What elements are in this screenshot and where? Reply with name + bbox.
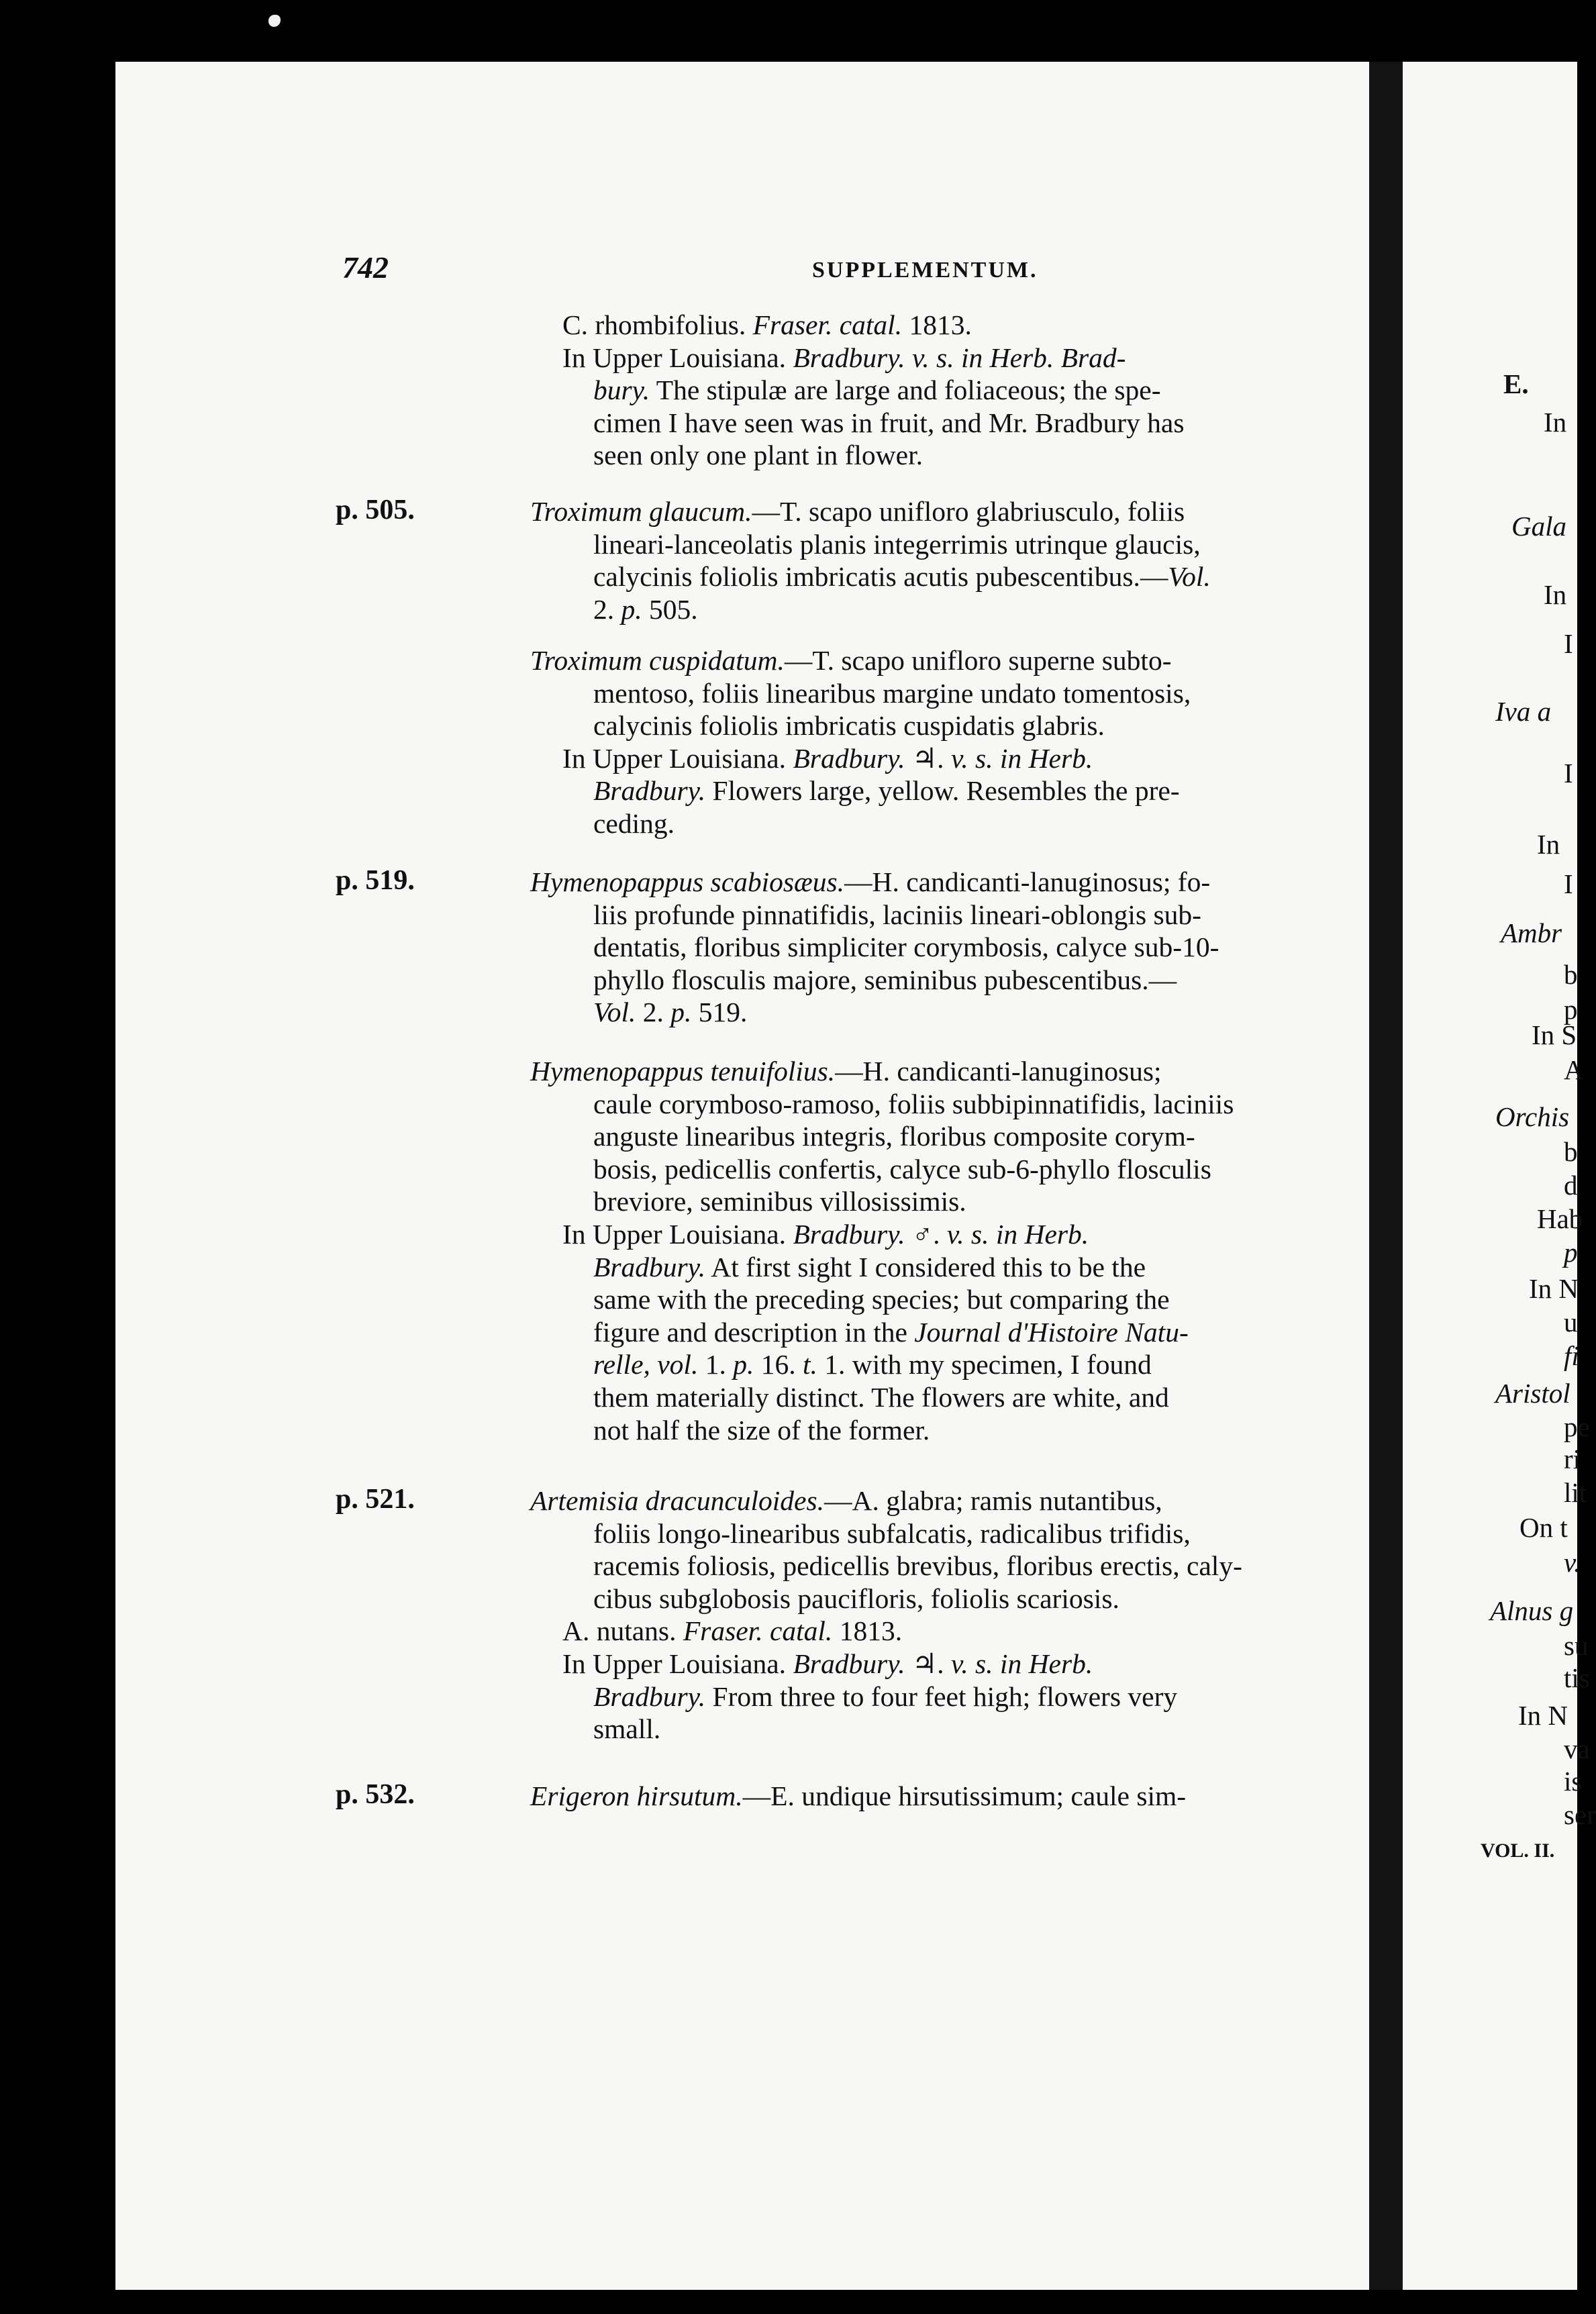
facing-page-fragment: b (1564, 1136, 1578, 1167)
facing-page-fragment: Ambr (1501, 917, 1562, 948)
text-line (593, 560, 1211, 593)
roman-run: 16. (754, 1349, 803, 1380)
facing-page-fragment: Aristol (1495, 1378, 1570, 1409)
text-line (593, 931, 1219, 963)
text-line (593, 1582, 1119, 1615)
roman-run: anguste linearibus integris, floribus composite corym- (593, 1121, 1195, 1152)
text-line (562, 1648, 1093, 1680)
roman-run: breviore, seminibus villosissimis. (593, 1186, 966, 1217)
facing-page-fragment: ri (1564, 1444, 1581, 1474)
text-line (530, 1055, 1162, 1087)
italic-run: v. s. in Herb. (950, 1648, 1093, 1679)
facing-page-fragment: VOL. II. (1481, 1840, 1555, 1862)
facing-page-fragment: In (1544, 407, 1567, 438)
italic-run: Hymenopappus tenuifolius. (530, 1056, 836, 1087)
text-line (593, 964, 1177, 996)
text-line (593, 1381, 1169, 1413)
italic-run: Journal d'Histoire Natu- (914, 1316, 1189, 1348)
roman-run: Flowers large, yellow. Resembles the pre- (705, 775, 1180, 807)
text-line (593, 1120, 1195, 1152)
roman-run: lineari-lanceolatis planis integerrimis utrinque glaucis, (593, 528, 1201, 560)
roman-run: bosis, pedicellis confertis, calyce sub-6-phyllo flosculis (593, 1153, 1211, 1185)
text-line (593, 593, 698, 625)
roman-run: C. rhombifolius. (562, 309, 753, 340)
italic-run: Fraser. catal. (683, 1615, 833, 1647)
gutter-shadow (1369, 62, 1403, 2290)
facing-page-fragment: I (1564, 758, 1573, 789)
page-number: 742 (342, 250, 389, 285)
facing-page-fragment: p (1564, 1237, 1578, 1268)
italic-run: p. (733, 1349, 754, 1380)
italic-run: Vol. (1168, 561, 1211, 593)
italic-run: v. s. in Herb. (946, 1219, 1089, 1250)
roman-run: From three to four feet high; flowers very (705, 1680, 1178, 1712)
text-line (530, 1485, 1162, 1517)
roman-run: seen only one plant in flower. (593, 440, 923, 471)
italic-run: v. s. in Herb. (950, 742, 1093, 774)
running-title: SUPPLEMENTUM. (812, 258, 1038, 283)
facing-page-fragment: d (1564, 1170, 1578, 1201)
text-line (593, 807, 675, 840)
text-line (593, 677, 1191, 709)
roman-run: In Upper Louisiana. (562, 742, 793, 774)
roman-run: 1813. (902, 309, 972, 340)
roman-run: 1813. (832, 1615, 903, 1647)
italic-run: Bradbury. (793, 1648, 905, 1679)
roman-run: cibus subglobosis paucifloris, foliolis scariosis. (593, 1582, 1119, 1614)
text-line (593, 1283, 1170, 1315)
facing-page-fragment: va (1564, 1733, 1590, 1764)
roman-run: racemis foliosis, pedicellis brevibus, floribus erectis, caly- (593, 1550, 1242, 1582)
roman-run: small. (593, 1713, 661, 1745)
italic-run: Bradbury. (593, 1251, 706, 1282)
text-line (530, 644, 1172, 676)
roman-run: them materially distinct. The flowers are white, and (593, 1382, 1169, 1413)
roman-run: In Upper Louisiana. (562, 1648, 793, 1679)
roman-run: mentoso, foliis linearibus margine undato tomentosis, (593, 677, 1191, 709)
page-reference: p. 521. (336, 1484, 415, 1515)
roman-run: same with the preceding species; but comparing the (593, 1284, 1170, 1315)
roman-run: —H. candicanti-lanuginosus; fo- (844, 866, 1211, 897)
text-line (593, 1153, 1211, 1185)
roman-run: 505. (642, 593, 698, 625)
roman-run: 1. (698, 1349, 734, 1380)
text-line (593, 899, 1201, 931)
roman-run: ♂. (905, 1219, 947, 1250)
facing-page-fragment: is (1564, 1766, 1583, 1797)
facing-page-fragment: In N (1518, 1700, 1568, 1731)
text-line (593, 374, 1161, 406)
italic-run: Bradbury. (593, 1680, 706, 1712)
text-line (593, 1316, 1189, 1348)
text-line (562, 1218, 1089, 1250)
italic-run: Fraser. catal. (752, 309, 903, 340)
roman-run: foliis longo-linearibus subfalcatis, radicalibus trifidis, (593, 1517, 1191, 1549)
facing-page-fragment: I (1564, 868, 1573, 899)
italic-run: Bradbury. (793, 1219, 905, 1250)
roman-run: The stipulæ are large and foliaceous; the spe- (650, 374, 1161, 406)
stray-ink-mark (268, 15, 281, 27)
facing-page-fragment: In N (1529, 1273, 1579, 1304)
italic-run: Hymenopappus scabiosæus. (530, 866, 845, 897)
text-line (562, 309, 972, 341)
facing-page-fragment: On t (1519, 1512, 1568, 1543)
text-line (593, 1680, 1177, 1713)
italic-run: Troximum glaucum. (530, 496, 752, 527)
roman-run: 519. (691, 997, 748, 1028)
roman-run: ♃. (905, 742, 951, 774)
facing-page-fragment: fi (1564, 1340, 1579, 1371)
facing-page-fragment: v. (1564, 1547, 1581, 1578)
facing-page-fragment: E. (1503, 368, 1529, 399)
roman-run: cimen I have seen was in fruit, and Mr. Bradbury has (593, 407, 1185, 438)
text-line (562, 1615, 902, 1647)
roman-run: —T. scapo unifloro glabriusculo, foliis (752, 496, 1185, 527)
facing-page-fragment: tis (1564, 1662, 1590, 1693)
roman-run: —E. undique hirsutissimum; caule sim- (742, 1780, 1187, 1811)
facing-page-fragment: p (1564, 994, 1578, 1025)
roman-run: 2. (593, 593, 621, 625)
facing-page-fragment: Iva a (1495, 696, 1552, 727)
italic-run: Bradbury. (793, 742, 905, 774)
text-line (593, 1414, 930, 1446)
roman-run: dentatis, floribus simpliciter corymbosis, calyce sub-10- (593, 932, 1219, 963)
roman-run: In Upper Louisiana. (562, 1219, 793, 1250)
roman-run: A. nutans. (562, 1615, 683, 1647)
text-line (593, 1550, 1242, 1582)
facing-page-fragment: In (1537, 829, 1560, 860)
text-line (593, 996, 747, 1028)
text-line (593, 1713, 660, 1745)
roman-run: —T. scapo unifloro superne subto- (784, 645, 1172, 676)
facing-page-fragment: pe (1564, 1411, 1590, 1442)
facing-page-fragment: Orchis (1495, 1101, 1570, 1132)
text-line (593, 1517, 1191, 1550)
roman-run: caule corymboso-ramoso, foliis subbipinnatifidis, laciniis (593, 1088, 1234, 1119)
text-line (593, 709, 1105, 742)
italic-run: t. (802, 1349, 817, 1380)
facing-page-fragment: lit (1564, 1477, 1587, 1508)
roman-run: calycinis foliolis imbricatis acutis pubescentibus.— (593, 561, 1168, 593)
roman-run: figure and description in the (593, 1316, 915, 1348)
facing-page-fragment: ser (1564, 1799, 1596, 1830)
text-line (593, 528, 1201, 560)
roman-run: 1. with my specimen, I found (817, 1349, 1152, 1380)
roman-run: calycinis foliolis imbricatis cuspidatis glabris. (593, 710, 1105, 742)
roman-run: liis profunde pinnatifidis, laciniis lineari-oblongis sub- (593, 899, 1201, 930)
facing-page (1403, 62, 1577, 2290)
text-line (593, 1348, 1152, 1380)
italic-run: p. (670, 997, 692, 1028)
facing-page-fragment: A (1564, 1054, 1584, 1085)
facing-page-fragment: su (1564, 1630, 1589, 1661)
italic-run: Bradbury. v. s. in Herb. Brad- (793, 342, 1126, 373)
italic-run: Bradbury. (593, 775, 706, 807)
roman-run: 2. (636, 997, 671, 1028)
text-line (530, 1780, 1186, 1812)
roman-run: —A. glabra; ramis nutantibus, (824, 1485, 1162, 1516)
facing-page-fragment: Hab (1537, 1203, 1583, 1234)
facing-page-fragment: In S (1532, 1019, 1577, 1050)
page-reference: p. 505. (336, 495, 415, 525)
text-line (593, 774, 1180, 807)
text-line (593, 407, 1184, 439)
roman-run: not half the size of the former. (593, 1414, 930, 1446)
facing-page-fragment: In (1544, 579, 1567, 610)
roman-run: —H. candicanti-lanuginosus; (835, 1056, 1162, 1087)
facing-page-fragment: Gala (1511, 511, 1566, 542)
italic-run: Troximum cuspidatum. (530, 645, 785, 676)
roman-run: phyllo flosculis majore, seminibus pubescentibus.— (593, 964, 1177, 995)
roman-run: In Upper Louisiana. (562, 342, 793, 373)
text-line (530, 866, 1210, 898)
italic-run: p. (621, 593, 642, 625)
roman-run: ceding. (593, 808, 675, 839)
facing-page-fragment: u (1564, 1307, 1578, 1338)
italic-run: Erigeron hirsutum. (530, 1780, 743, 1811)
text-line (530, 495, 1185, 527)
text-line (593, 439, 923, 471)
page-reference: p. 519. (336, 865, 415, 896)
facing-page-fragment: b (1564, 959, 1578, 990)
italic-run: Vol. (593, 997, 636, 1028)
text-line (562, 342, 1126, 374)
text-line (593, 1251, 1146, 1283)
text-line (562, 742, 1093, 774)
page-reference: p. 532. (336, 1779, 415, 1810)
facing-page-fragment: I (1564, 628, 1573, 659)
italic-run: bury. (593, 374, 650, 406)
roman-run: At first sight I considered this to be the (705, 1251, 1146, 1282)
facing-page-fragment: Alnus g (1490, 1595, 1574, 1626)
text-line (593, 1088, 1234, 1120)
italic-run: Artemisia dracunculoides. (530, 1485, 824, 1516)
text-line (593, 1185, 966, 1217)
roman-run: ♃. (905, 1648, 951, 1679)
italic-run: relle, vol. (593, 1349, 699, 1380)
